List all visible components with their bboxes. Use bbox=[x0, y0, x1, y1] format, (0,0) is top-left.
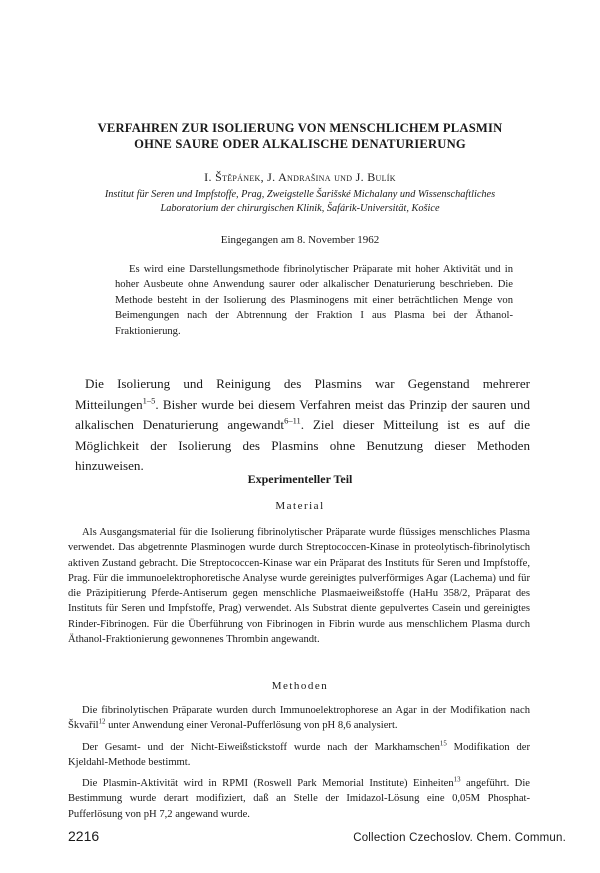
received-date: Eingegangen am 8. November 1962 bbox=[220, 234, 380, 246]
section-heading-experimental: Experimenteller Teil bbox=[247, 472, 353, 486]
methods-paragraph-1 bbox=[68, 703, 530, 734]
author-list: I. Štěpánek, J. Andrašina und J. Bulík bbox=[204, 170, 396, 184]
methods-section bbox=[68, 703, 530, 822]
citation-ref: 15 bbox=[439, 740, 447, 748]
subsection-heading-material: Material bbox=[275, 500, 325, 512]
methods-paragraph-3 bbox=[68, 776, 530, 822]
citation-ref: 13 bbox=[453, 776, 461, 784]
intro-text-1: Die Isolierung und Reinigung des Plasmins war Gegenstand mehrerer Mitteilungen bbox=[75, 376, 530, 412]
citation-ref: 6–11 bbox=[284, 415, 301, 426]
methods-text: angeführt. Die Bestimmung wurde derart modifiziert, daß an Stelle der Imidazol-Lösung eine 0,05M Phosphat-Pufferlösung von pH 7,2 angewand wurde. bbox=[68, 778, 530, 820]
abstract bbox=[115, 262, 513, 339]
methods-text: unter Anwendung einer Veronal-Pufferlösung von pH 8,6 analysiert. bbox=[105, 720, 398, 732]
paper-title-line-2: OHNE SAURE ODER ALKALISCHE DENATURIERUNG bbox=[134, 137, 466, 151]
institution-line-2: Laboratorium der chirurgischen Klinik, Šafárik-Universität, Košice bbox=[160, 203, 440, 214]
citation-ref: 12 bbox=[98, 718, 106, 726]
intro-text-3: . Ziel dieser Mitteilung ist es auf die Möglichkeit der Isolierung des Plasmins ohne Benutzung dieser Methoden hinzuweisen. bbox=[75, 417, 531, 474]
methods-text: Der Gesamt- und der Nicht-Eiweißstickstoff wurde nach der Markhamschen bbox=[82, 741, 440, 753]
intro-text-2: . Bisher wurde bei diesem Verfahren meist das Prinzip der sauren und alkalischen Denaturierung angewandt bbox=[75, 396, 530, 433]
methods-text: Die fibrinolytischen Präparate wurden durch Immunoelektrophorese an Agar in der Modifikation nach Škvařil bbox=[68, 705, 530, 732]
journal-name: Collection Czechoslov. Chem. Commun. bbox=[353, 832, 566, 844]
methods-text: Modifikation der Kjeldahl-Methode bestimmt. bbox=[68, 741, 531, 768]
introduction-paragraph bbox=[75, 374, 530, 477]
material-paragraph: Als Ausgangsmaterial für die Isolierung fibrinolytischer Präparate wurde flüssiges menschliches Plasma verwendet. Das abgetrennte Plasminogen wurde durch Streptococcen-Kinase in proteolytisch-fibrinolytisch aktiven Zustand gebracht. Die Streptococcen-Kinase war ein Präparat des Instituts für Seren und Impfstoffe, Prag. Für die immunoelektrophoretische Analyse wurde gereinigtes pulverförmiges Agar (Lachema) und für die Präzipitierung Pferde-Antiserum gegen menschliche Plasmaeiweißstoffe (HaHu 358/2, Präparat des Instituts für Seren und Impfstoffe, Prag) verwendet. Als Substrat diente gepulvertes Casein und gereinigtes Rinder-Fibrinogen. Für die Überführung von Fibrinogen in Fibrin wurde aus menschlichem Plasma durch Äthanol-Fraktionierung gewonnenes Thrombin angewandt. bbox=[68, 527, 530, 646]
methods-text: Die Plasmin-Aktivität wird in RPMI (Roswell Park Memorial Institute) Einheiten bbox=[82, 778, 454, 790]
page-number: 2216 bbox=[68, 828, 100, 844]
introduction bbox=[75, 374, 530, 477]
citation-ref: 1–5 bbox=[142, 395, 156, 406]
material-section bbox=[68, 525, 530, 647]
methods-paragraph-2 bbox=[68, 740, 530, 771]
paper-title-line-1: VERFAHREN ZUR ISOLIERUNG VON MENSCHLICHEM PLASMIN bbox=[97, 121, 503, 135]
institution-line-1: Institut für Seren und Impfstoffe, Prag, Zweigstelle Šarišské Michalany und Wissenschaftliches bbox=[104, 189, 496, 200]
subsection-heading-methods: Methoden bbox=[271, 680, 329, 692]
abstract-text: Es wird eine Darstellungsmethode fibrinolytischer Präparate mit hoher Aktivität und in hoher Ausbeute ohne Anwendung saurer oder alkalischer Denaturierung beschrieben. Die Methode besteht in der Isolierung des Plasminogens mit einer beträchtlichen Menge von Beimengungen nach der Abtrennung der Fraktion I aus Plasma bei der Äthanol-Fraktionierung. bbox=[115, 264, 513, 337]
